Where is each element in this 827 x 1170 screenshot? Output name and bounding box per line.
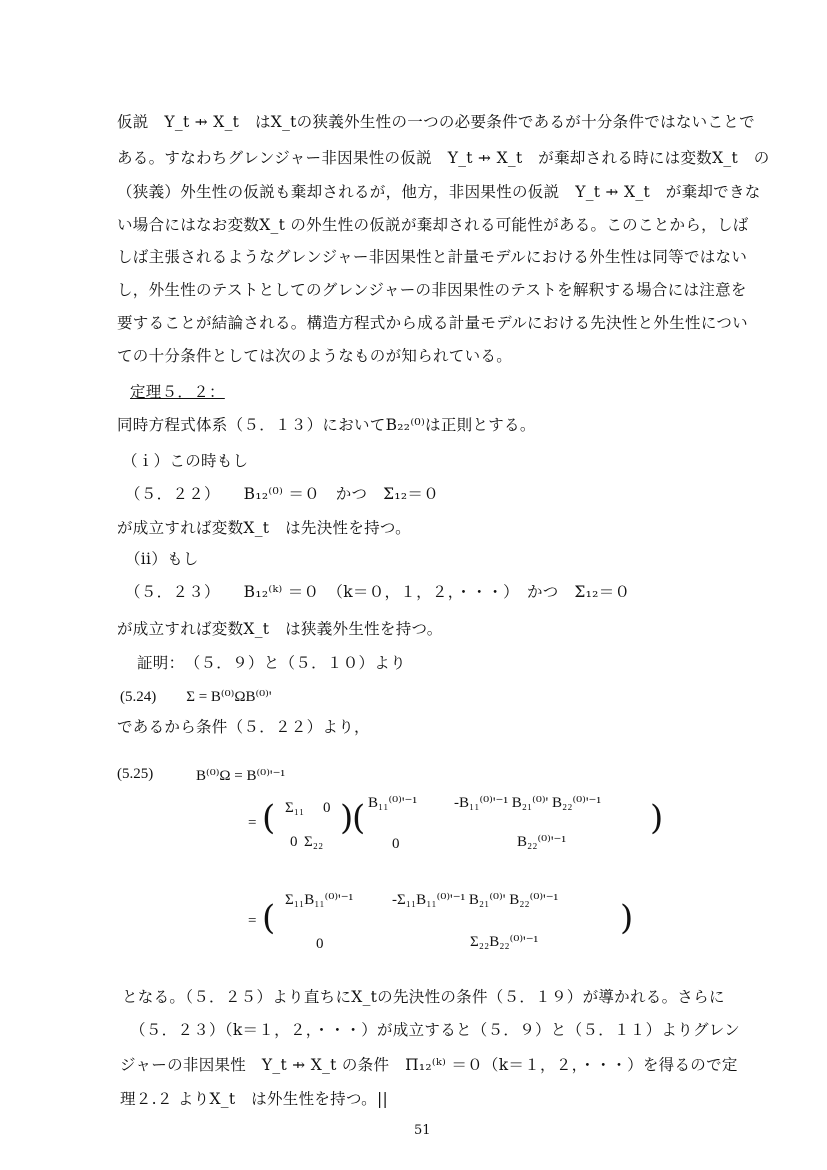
result-ii: が成立すれば変数X_t は狭義外生性を持つ。: [117, 620, 443, 638]
matrix-cell: Σ₂₂B₂₂⁽⁰⁾'⁻¹: [470, 934, 539, 950]
left-paren: (: [352, 798, 366, 838]
case-i-label: （ｉ）この時もし: [122, 452, 249, 470]
page-number: 51: [414, 1123, 431, 1138]
right-paren: ): [620, 898, 634, 938]
equation-label: (5.25): [117, 766, 154, 782]
left-paren: (: [262, 798, 276, 838]
theorem-title: 定理５．２：: [130, 383, 225, 401]
text-line: 要することが結論される。構造方程式から成る計量モデルにおける先決性と外生性につい: [117, 314, 748, 332]
matrix-cell: 0: [290, 834, 298, 850]
text-line: 仮説 Y_t ⇸ X_t はX_tの狭義外生性の一つの必要条件であるが十分条件ではないことで: [117, 113, 755, 131]
text-line: い場合にはなお変数X_t の外生性の仮説が棄却される可能性がある。このことから，しば: [117, 216, 749, 234]
right-paren: ): [650, 798, 664, 838]
text-line: ての十分条件としては次のようなものが知られている。: [117, 347, 513, 365]
matrix-cell: 0: [323, 800, 331, 816]
text-line: 理２.２ よりX_t は外生性を持つ。||: [120, 1090, 388, 1108]
equation-lhs: B⁽⁰⁾Ω = B⁽⁰⁾'⁻¹: [196, 768, 285, 784]
right-paren: ): [340, 798, 354, 838]
matrix-cell: -Σ₁₁B₁₁⁽⁰⁾'⁻¹ B₂₁⁽⁰⁾' B₂₂⁽⁰⁾'⁻¹: [392, 892, 559, 908]
matrix-cell: 0: [392, 836, 400, 852]
equals-sign: =: [248, 815, 257, 831]
text-line: しば主張されるようなグレンジャー非因果性と計量モデルにおける外生性は同等ではない: [117, 248, 748, 266]
matrix-cell: 0: [316, 936, 324, 952]
text-line: となる。（５．２５）より直ちにX_tの先決性の条件（５．１９）が導かれる。さらに: [122, 988, 725, 1006]
equals-sign: =: [248, 913, 257, 929]
text-line: ある。すなわちグレンジャー非因果性の仮説 Y_t ⇸ X_t が棄却される時には変数X_t の: [117, 149, 770, 167]
left-paren: (: [262, 898, 276, 938]
text-line: （狭義）外生性の仮説も棄却されるが，他方，非因果性の仮説 Y_t ⇸ X_t が棄却できな: [117, 183, 761, 201]
text-line: ジャーの非因果性 Y_t ⇸ X_t の条件 Π₁₂⁽ᵏ⁾ ＝０（k＝１，２，・・・）を得るので定: [120, 1056, 738, 1074]
matrix-cell: B₂₂⁽⁰⁾'⁻¹: [517, 834, 566, 850]
case-ii-label: （ii）もし: [125, 550, 199, 568]
equation-5-24: (5.24) Σ = B⁽⁰⁾ΩB⁽⁰⁾': [120, 689, 272, 705]
matrix-cell: Σ₁₁B₁₁⁽⁰⁾'⁻¹: [285, 892, 354, 908]
proof-continuation: であるから条件（５．２２）より，: [117, 718, 370, 736]
proof-intro: 証明： （５．９）と（５．１０）より: [137, 654, 406, 672]
matrix-cell: B₁₁⁽⁰⁾'⁻¹: [368, 795, 417, 811]
text-line: （５．２３）（k＝１，２，・・・）が成立すると（５．９）と（５．１１）よりグレン: [130, 1021, 741, 1039]
theorem-intro: 同時方程式体系（５．１３）においてB₂₂⁽⁰⁾は正則とする。: [117, 416, 536, 434]
matrix-cell: Σ₂₂: [304, 834, 324, 850]
text-line: し，外生性のテストとしてのグレンジャーの非因果性のテストを解釈する場合には注意を: [117, 281, 747, 299]
equation-5-23: （５．２３） B₁₂⁽ᵏ⁾ ＝０ （k＝０，１，２，・・・） かつ Σ₁₂＝０: [125, 583, 631, 601]
matrix-cell: Σ₁₁: [285, 800, 305, 816]
matrix-cell: -B₁₁⁽⁰⁾'⁻¹ B₂₁⁽⁰⁾' B₂₂⁽⁰⁾'⁻¹: [454, 795, 601, 811]
equation-5-22: （５．２２） B₁₂⁽⁰⁾ ＝０ かつ Σ₁₂＝０: [125, 485, 440, 503]
result-i: が成立すれば変数X_t は先決性を持つ。: [117, 519, 411, 537]
